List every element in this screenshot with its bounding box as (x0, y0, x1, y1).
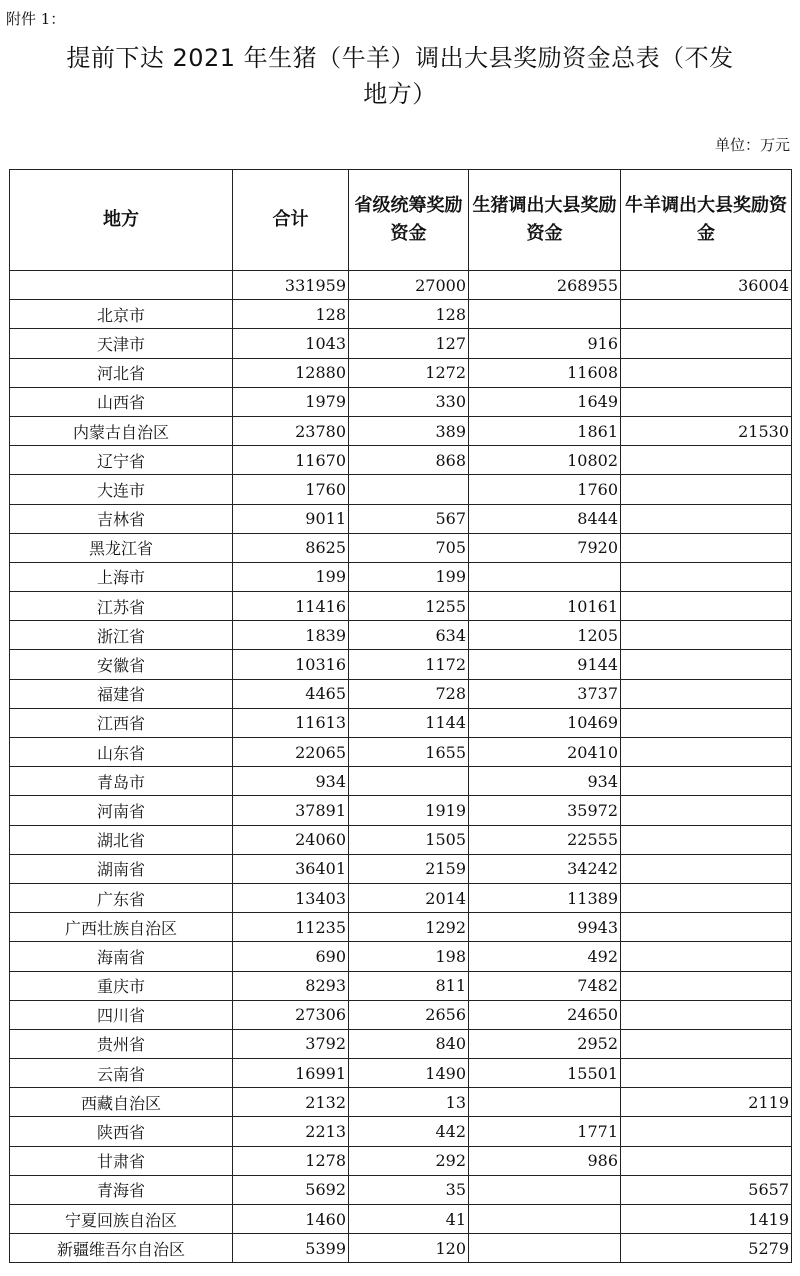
provincial-cell: 199 (349, 562, 469, 591)
provincial-cell: 1505 (349, 825, 469, 854)
total-cell: 1278 (233, 1146, 349, 1175)
cattle-cell (621, 767, 792, 796)
cattle-cell (621, 738, 792, 767)
total-row-provincial: 27000 (349, 271, 469, 300)
table-header-row (10, 170, 792, 271)
pig-cell: 1649 (469, 387, 621, 416)
provincial-cell: 634 (349, 621, 469, 650)
provincial-cell: 728 (349, 679, 469, 708)
cattle-cell (621, 475, 792, 504)
pig-cell: 492 (469, 942, 621, 971)
provincial-cell: 1655 (349, 738, 469, 767)
pig-cell (469, 1175, 621, 1204)
pig-cell: 1861 (469, 416, 621, 445)
pig-cell: 7482 (469, 971, 621, 1000)
table-row (10, 854, 792, 883)
pig-cell: 2952 (469, 1029, 621, 1058)
provincial-cell: 2014 (349, 883, 469, 912)
provincial-cell: 2656 (349, 1000, 469, 1029)
total-cell: 1839 (233, 621, 349, 650)
region-cell: 辽宁省 (10, 446, 233, 475)
region-cell: 安徽省 (10, 650, 233, 679)
region-cell: 新疆维吾尔自治区 (10, 1234, 233, 1263)
pig-cell: 15501 (469, 1059, 621, 1088)
table-row (10, 329, 792, 358)
provincial-cell: 567 (349, 504, 469, 533)
table-row (10, 1117, 792, 1146)
region-cell: 四川省 (10, 1000, 233, 1029)
total-cell: 5399 (233, 1234, 349, 1263)
total-cell: 22065 (233, 738, 349, 767)
cattle-cell (621, 1000, 792, 1029)
provincial-cell: 705 (349, 533, 469, 562)
region-cell: 黑龙江省 (10, 533, 233, 562)
pig-cell: 9943 (469, 913, 621, 942)
cattle-cell: 1419 (621, 1205, 792, 1234)
cattle-cell (621, 621, 792, 650)
provincial-cell: 198 (349, 942, 469, 971)
region-cell: 上海市 (10, 562, 233, 591)
region-cell: 浙江省 (10, 621, 233, 650)
pig-cell: 1205 (469, 621, 621, 650)
total-cell: 24060 (233, 825, 349, 854)
provincial-cell: 811 (349, 971, 469, 1000)
table-row (10, 1059, 792, 1088)
table-row (10, 533, 792, 562)
pig-cell: 22555 (469, 825, 621, 854)
cattle-cell (621, 1059, 792, 1088)
total-cell: 128 (233, 300, 349, 329)
provincial-cell: 41 (349, 1205, 469, 1234)
total-cell: 9011 (233, 504, 349, 533)
table-row (10, 387, 792, 416)
total-cell: 37891 (233, 796, 349, 825)
cattle-cell (621, 708, 792, 737)
total-cell: 934 (233, 767, 349, 796)
total-row-total: 331959 (233, 271, 349, 300)
table-row (10, 738, 792, 767)
total-cell: 27306 (233, 1000, 349, 1029)
pig-cell (469, 300, 621, 329)
provincial-cell: 1490 (349, 1059, 469, 1088)
table-row (10, 504, 792, 533)
pig-cell: 11389 (469, 883, 621, 912)
total-cell: 23780 (233, 416, 349, 445)
region-cell: 山西省 (10, 387, 233, 416)
cattle-cell (621, 562, 792, 591)
region-cell: 天津市 (10, 329, 233, 358)
region-cell: 山东省 (10, 738, 233, 767)
provincial-cell: 120 (349, 1234, 469, 1263)
cattle-cell (621, 854, 792, 883)
total-cell: 11613 (233, 708, 349, 737)
pig-cell (469, 562, 621, 591)
provincial-cell: 840 (349, 1029, 469, 1058)
cattle-cell (621, 1146, 792, 1175)
cattle-cell: 5279 (621, 1234, 792, 1263)
pig-cell: 11608 (469, 358, 621, 387)
provincial-cell: 128 (349, 300, 469, 329)
region-cell: 广西壮族自治区 (10, 913, 233, 942)
total-cell: 12880 (233, 358, 349, 387)
table-row (10, 416, 792, 445)
provincial-cell: 442 (349, 1117, 469, 1146)
table-row (10, 825, 792, 854)
funds-table (9, 169, 792, 1263)
region-cell: 甘肃省 (10, 1146, 233, 1175)
total-cell: 1979 (233, 387, 349, 416)
cattle-cell (621, 1029, 792, 1058)
total-cell: 1460 (233, 1205, 349, 1234)
total-row-cattle: 36004 (621, 271, 792, 300)
table-row (10, 883, 792, 912)
table-row (10, 767, 792, 796)
provincial-cell: 1919 (349, 796, 469, 825)
region-cell: 大连市 (10, 475, 233, 504)
total-cell: 690 (233, 942, 349, 971)
cattle-cell (621, 329, 792, 358)
header-cattle-sheep-fund: 牛羊调出大县奖励资金 (621, 170, 792, 271)
total-cell: 5692 (233, 1175, 349, 1204)
pig-cell: 35972 (469, 796, 621, 825)
pig-cell: 986 (469, 1146, 621, 1175)
total-cell: 2213 (233, 1117, 349, 1146)
pig-cell (469, 1205, 621, 1234)
table-row (10, 679, 792, 708)
region-cell: 海南省 (10, 942, 233, 971)
table-row (10, 358, 792, 387)
table-row (10, 1175, 792, 1204)
document-title (0, 40, 800, 112)
cattle-cell (621, 971, 792, 1000)
provincial-cell: 1255 (349, 592, 469, 621)
table-row (10, 300, 792, 329)
region-cell: 江苏省 (10, 592, 233, 621)
region-cell: 吉林省 (10, 504, 233, 533)
pig-cell: 3737 (469, 679, 621, 708)
total-cell: 8625 (233, 533, 349, 562)
total-cell: 1760 (233, 475, 349, 504)
table-total-row (10, 271, 792, 300)
table-row (10, 913, 792, 942)
provincial-cell: 292 (349, 1146, 469, 1175)
region-cell: 湖北省 (10, 825, 233, 854)
title-line-2: 地方） (363, 80, 437, 108)
provincial-cell: 1144 (349, 708, 469, 737)
pig-cell: 7920 (469, 533, 621, 562)
cattle-cell (621, 446, 792, 475)
provincial-cell: 389 (349, 416, 469, 445)
total-cell: 11416 (233, 592, 349, 621)
table-row (10, 562, 792, 591)
provincial-cell (349, 475, 469, 504)
table-row (10, 1029, 792, 1058)
region-cell: 北京市 (10, 300, 233, 329)
total-cell: 11235 (233, 913, 349, 942)
cattle-cell: 5657 (621, 1175, 792, 1204)
provincial-cell: 35 (349, 1175, 469, 1204)
table-row (10, 796, 792, 825)
cattle-cell (621, 592, 792, 621)
title-line-1: 提前下达 2021 年生猪（牛羊）调出大县奖励资金总表（不发 (66, 44, 734, 72)
pig-cell: 934 (469, 767, 621, 796)
total-cell: 199 (233, 562, 349, 591)
cattle-cell (621, 942, 792, 971)
pig-cell: 9144 (469, 650, 621, 679)
region-cell: 青海省 (10, 1175, 233, 1204)
table-row (10, 1205, 792, 1234)
region-cell: 陕西省 (10, 1117, 233, 1146)
provincial-cell: 1272 (349, 358, 469, 387)
region-cell: 福建省 (10, 679, 233, 708)
pig-cell: 1771 (469, 1117, 621, 1146)
total-cell: 10316 (233, 650, 349, 679)
cattle-cell (621, 1117, 792, 1146)
table-row (10, 942, 792, 971)
total-cell: 13403 (233, 883, 349, 912)
total-cell: 8293 (233, 971, 349, 1000)
table-row (10, 621, 792, 650)
attachment-label: 附件 1： (6, 10, 66, 28)
provincial-cell (349, 767, 469, 796)
header-total: 合计 (233, 170, 349, 271)
cattle-cell: 21530 (621, 416, 792, 445)
total-row-pig: 268955 (469, 271, 621, 300)
region-cell: 河南省 (10, 796, 233, 825)
table-row (10, 1234, 792, 1263)
provincial-cell: 1292 (349, 913, 469, 942)
pig-cell (469, 1088, 621, 1117)
provincial-cell: 330 (349, 387, 469, 416)
region-cell: 青岛市 (10, 767, 233, 796)
region-cell: 内蒙古自治区 (10, 416, 233, 445)
table-row (10, 1088, 792, 1117)
total-cell: 11670 (233, 446, 349, 475)
cattle-cell (621, 679, 792, 708)
pig-cell: 10802 (469, 446, 621, 475)
region-cell: 湖南省 (10, 854, 233, 883)
cattle-cell (621, 387, 792, 416)
cattle-cell (621, 825, 792, 854)
cattle-cell (621, 796, 792, 825)
cattle-cell (621, 300, 792, 329)
region-cell: 贵州省 (10, 1029, 233, 1058)
header-provincial-fund: 省级统筹奖励资金 (349, 170, 469, 271)
total-cell: 16991 (233, 1059, 349, 1088)
provincial-cell: 13 (349, 1088, 469, 1117)
total-cell: 36401 (233, 854, 349, 883)
provincial-cell: 2159 (349, 854, 469, 883)
cattle-cell (621, 358, 792, 387)
region-cell: 江西省 (10, 708, 233, 737)
header-pig-fund: 生猪调出大县奖励资金 (469, 170, 621, 271)
region-cell: 河北省 (10, 358, 233, 387)
table-row (10, 708, 792, 737)
cattle-cell (621, 650, 792, 679)
cattle-cell (621, 533, 792, 562)
total-cell: 2132 (233, 1088, 349, 1117)
pig-cell: 10161 (469, 592, 621, 621)
table-row (10, 971, 792, 1000)
pig-cell: 34242 (469, 854, 621, 883)
region-cell: 广东省 (10, 883, 233, 912)
pig-cell: 20410 (469, 738, 621, 767)
cattle-cell: 2119 (621, 1088, 792, 1117)
total-cell: 4465 (233, 679, 349, 708)
total-cell: 3792 (233, 1029, 349, 1058)
table-row (10, 1146, 792, 1175)
table-row (10, 446, 792, 475)
table-body (10, 271, 792, 1263)
region-cell: 重庆市 (10, 971, 233, 1000)
total-row-name (10, 271, 233, 300)
total-cell: 1043 (233, 329, 349, 358)
header-region: 地方 (10, 170, 233, 271)
table-row (10, 1000, 792, 1029)
cattle-cell (621, 504, 792, 533)
region-cell: 云南省 (10, 1059, 233, 1088)
pig-cell: 1760 (469, 475, 621, 504)
region-cell: 西藏自治区 (10, 1088, 233, 1117)
table-row (10, 475, 792, 504)
unit-label: 单位：万元 (714, 136, 790, 154)
region-cell: 宁夏回族自治区 (10, 1205, 233, 1234)
provincial-cell: 127 (349, 329, 469, 358)
pig-cell: 10469 (469, 708, 621, 737)
pig-cell (469, 1234, 621, 1263)
pig-cell: 8444 (469, 504, 621, 533)
pig-cell: 916 (469, 329, 621, 358)
provincial-cell: 1172 (349, 650, 469, 679)
pig-cell: 24650 (469, 1000, 621, 1029)
table-row (10, 650, 792, 679)
cattle-cell (621, 913, 792, 942)
provincial-cell: 868 (349, 446, 469, 475)
cattle-cell (621, 883, 792, 912)
table-row (10, 592, 792, 621)
